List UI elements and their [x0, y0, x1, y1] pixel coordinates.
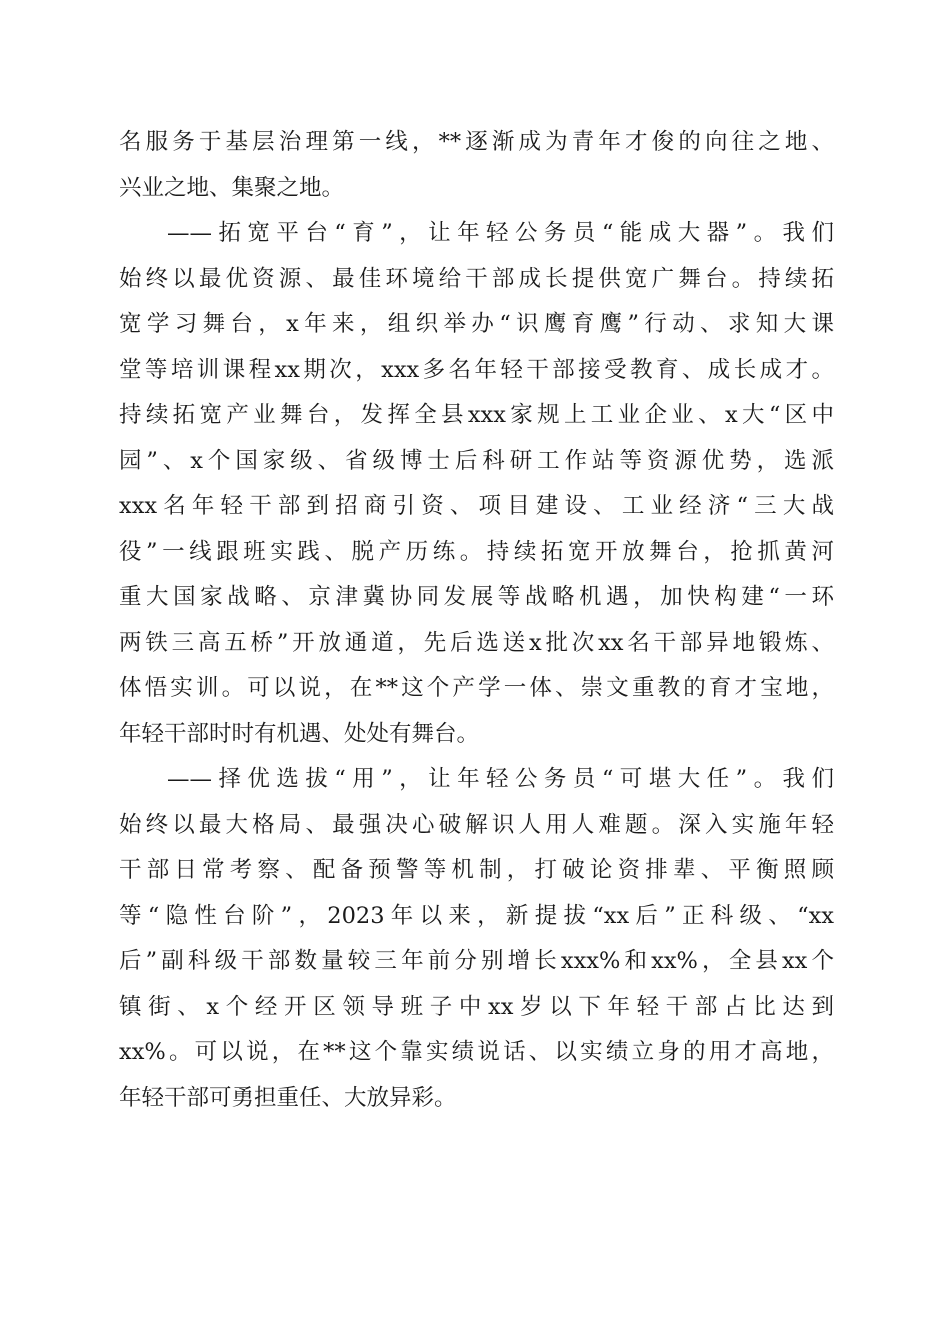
text-line: 体悟实训。可以说，在**这个产学一体、崇文重教的育才宝地，: [119, 675, 834, 701]
text-line: 干部日常考察、配备预警等机制，打破论资排辈、平衡照顾: [119, 857, 834, 883]
text-line: 重大国家战略、京津冀协同发展等战略机遇，加快构建“一环: [119, 584, 834, 610]
text-line: 后”副科级干部数量较三年前分别增长xxx%和xx%，全县xx个: [119, 948, 834, 974]
text-line: xx%。可以说，在**这个靠实绩说话、以实绩立身的用才高地，: [119, 1039, 834, 1065]
text-line: 名服务于基层治理第一线，**逐渐成为青年才俊的向往之地、: [119, 129, 834, 155]
text-line: 两铁三高五桥”开放通道，先后选送x批次xx名干部异地锻炼、: [119, 629, 834, 656]
document-body: [119, 120, 834, 1121]
text-line: 园”、x个国家级、省级博士后科研工作站等资源优势，选派: [119, 447, 834, 474]
text-line: 宽学习舞台，x年来，组织举办“识鹰育鹰”行动、求知大课: [119, 311, 834, 337]
text-line: 役”一线跟班实践、脱产历练。持续拓宽开放舞台，抢抓黄河: [119, 538, 834, 565]
paragraph-end-line: 年轻干部可勇担重任、大放异彩。: [119, 1084, 457, 1111]
text-line: 持续拓宽产业舞台，发挥全县xxx家规上工业企业、x大“区中: [119, 402, 834, 428]
text-line: 等“隐性台阶”，2023年以来，新提拔“xx后”正科级、“xx: [119, 902, 834, 929]
paragraph-end-line: 兴业之地、集聚之地。: [119, 174, 345, 201]
section-heading-line: ——拓宽平台“育”，让年轻公务员“能成大器”。我们: [167, 220, 834, 246]
text-line: 镇街、x个经开区领导班子中xx岁以下年轻干部占比达到: [119, 993, 834, 1020]
section-heading-line: ——择优选拔“用”，让年轻公务员“可堪大任”。我们: [167, 766, 834, 792]
text-line: 始终以最大格局、最强决心破解识人用人难题。深入实施年轻: [119, 811, 834, 838]
text-line: 堂等培训课程xx期次，xxx多名年轻干部接受教育、成长成才。: [119, 356, 834, 383]
paragraph-end-line: 年轻干部时时有机遇、处处有舞台。: [119, 720, 480, 747]
text-line: 始终以最优资源、最佳环境给干部成长提供宽广舞台。持续拓: [119, 265, 834, 292]
text-line: xxx名年轻干部到招商引资、项目建设、工业经济“三大战: [119, 493, 834, 519]
